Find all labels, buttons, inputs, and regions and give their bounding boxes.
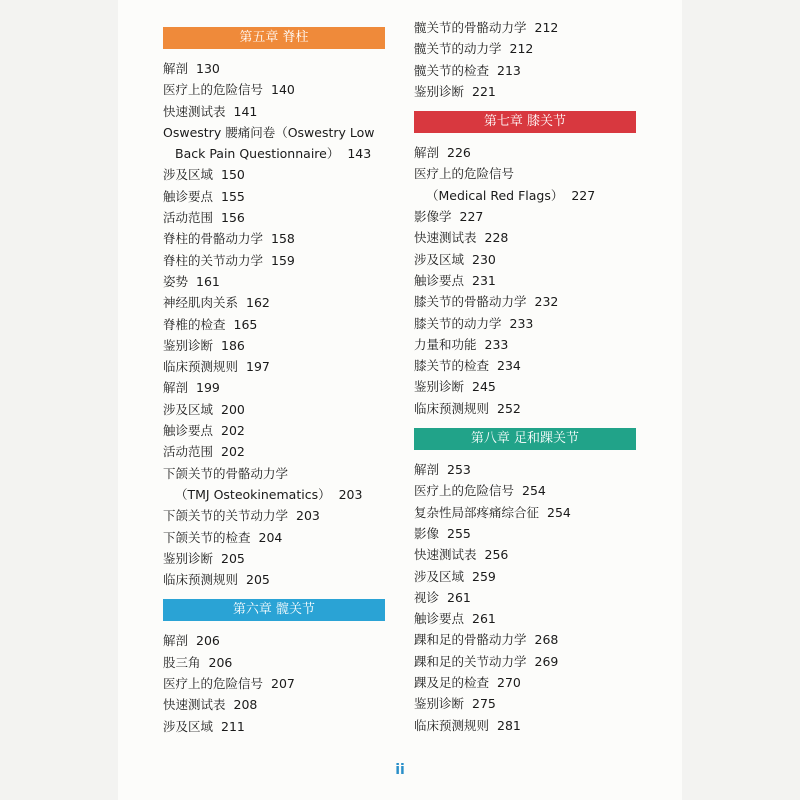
toc-entry-page: 212 — [509, 41, 534, 57]
toc-entry-page: 212 — [534, 20, 559, 35]
toc-entry-page: 281 — [497, 717, 521, 733]
toc-entry[interactable] — [163, 292, 385, 313]
toc-entry-title: 鉴别诊断 — [414, 83, 465, 99]
toc-entry-page: 143 — [347, 146, 372, 162]
toc-entry-page: 200 — [221, 401, 245, 417]
toc-entry-title: 鉴别诊断 — [163, 550, 214, 566]
chapter-7-header[interactable]: 第七章 膝关节 — [414, 111, 636, 133]
toc-entry[interactable] — [414, 60, 636, 81]
chapter-5-header[interactable]: 第五章 脊柱 — [163, 27, 385, 49]
toc-entry[interactable] — [163, 250, 385, 271]
toc-entry-page: 254 — [522, 483, 546, 499]
toc-entry[interactable] — [414, 587, 636, 608]
toc-entry-page: 206 — [208, 654, 233, 670]
toc-entry[interactable] — [414, 291, 636, 312]
toc-entry-page: 208 — [233, 697, 258, 713]
toc-right-column — [414, 17, 636, 736]
toc-entry-title: 触诊要点 — [414, 272, 465, 288]
toc-entry-page: 141 — [233, 103, 258, 119]
toc-entry-title: 膝关节的骨骼动力学 — [414, 294, 527, 310]
toc-entry-title: 触诊要点 — [414, 611, 465, 627]
toc-entry-page: 204 — [258, 529, 283, 545]
toc-entry-title: 踝及足的检查 — [414, 675, 490, 691]
toc-entry-title: 医疗上的危险信号 — [414, 166, 515, 182]
chapter-8-entries — [414, 459, 636, 736]
toc-entry-page: 199 — [196, 380, 220, 396]
toc-entry[interactable] — [414, 459, 636, 480]
toc-entry[interactable] — [163, 463, 385, 484]
toc-entry[interactable] — [414, 17, 636, 38]
toc-entry-page: 261 — [447, 589, 471, 605]
toc-entry-title: 活动范围 — [163, 444, 214, 460]
toc-entry[interactable] — [163, 143, 385, 164]
toc-entry-title: 髋关节的检查 — [414, 62, 490, 78]
toc-entry-title: 下颌关节的检查 — [163, 529, 251, 545]
toc-entry[interactable] — [414, 608, 636, 629]
toc-entry[interactable] — [163, 484, 385, 505]
toc-entry-page: 158 — [271, 231, 295, 247]
toc-entry[interactable] — [414, 672, 636, 693]
toc-entry-title: 解剖 — [414, 145, 440, 161]
toc-entry[interactable] — [163, 420, 385, 441]
toc-entry[interactable] — [414, 355, 636, 376]
toc-entry-title: 鉴别诊断 — [414, 696, 465, 712]
toc-entry-title: 临床预测规则 — [414, 717, 490, 733]
toc-entry-page: 206 — [196, 633, 220, 649]
toc-entry-title: 解剖 — [414, 462, 440, 478]
toc-entry-title: 鉴别诊断 — [163, 337, 214, 353]
toc-entry[interactable] — [414, 376, 636, 397]
chapter-5-entries — [163, 58, 385, 590]
toc-entry-page: 228 — [484, 230, 509, 246]
toc-entry[interactable] — [414, 523, 636, 544]
toc-entry[interactable] — [414, 249, 636, 270]
toc-entry[interactable] — [163, 527, 385, 548]
toc-entry[interactable] — [163, 399, 385, 420]
toc-entry[interactable] — [163, 441, 385, 462]
toc-entry-title: 快速测试表 — [163, 103, 226, 119]
toc-entry[interactable] — [163, 548, 385, 569]
toc-entry-title: 神经肌肉关系 — [163, 295, 239, 311]
toc-entry[interactable] — [414, 480, 636, 501]
toc-entry-title: 膝关节的动力学 — [414, 315, 502, 331]
toc-entry-page: 130 — [196, 61, 220, 76]
chapter-7-entries — [414, 142, 636, 419]
toc-entry[interactable] — [414, 206, 636, 227]
chapter-6-entries-continued — [414, 17, 636, 102]
toc-entry-title: （TMJ Osteokinematics） — [175, 486, 331, 502]
toc-entry-page: 156 — [221, 210, 245, 226]
toc-entry-title: 涉及区域 — [163, 718, 214, 734]
toc-entry-page: 261 — [472, 611, 496, 627]
toc-entry-title: 临床预测规则 — [163, 572, 239, 588]
toc-entry-title: 视诊 — [414, 589, 440, 605]
toc-entry-page: 221 — [472, 83, 496, 99]
toc-entry-title: 下颌关节的关节动力学 — [163, 508, 289, 524]
toc-entry[interactable] — [163, 335, 385, 356]
toc-entry-title: 脊椎的检查 — [163, 316, 226, 332]
toc-entry[interactable] — [163, 271, 385, 292]
toc-entry-title: 脊柱的骨骼动力学 — [163, 231, 264, 247]
toc-entry-page: 231 — [472, 272, 496, 288]
toc-entry-page: 161 — [196, 273, 220, 289]
toc-entry-page: 165 — [233, 316, 258, 332]
toc-entry[interactable] — [163, 122, 385, 143]
toc-entry[interactable] — [163, 377, 385, 398]
chapter-8-header[interactable]: 第八章 足和踝关节 — [414, 428, 636, 450]
toc-entry-title: 涉及区域 — [163, 167, 214, 183]
toc-entry-title: 下颌关节的骨骼动力学 — [163, 465, 289, 481]
toc-entry-page: 245 — [472, 379, 496, 395]
toc-entry[interactable] — [414, 566, 636, 587]
toc-entry-page: 230 — [472, 251, 496, 267]
toc-entry[interactable] — [163, 79, 385, 100]
toc-entry-title: 活动范围 — [163, 210, 214, 226]
toc-entry[interactable] — [163, 228, 385, 249]
toc-entry[interactable] — [163, 186, 385, 207]
toc-entry-title: 姿势 — [163, 273, 189, 289]
toc-entry[interactable] — [414, 502, 636, 523]
toc-entry-page: 205 — [246, 572, 270, 588]
toc-entry-title: 股三角 — [163, 654, 201, 670]
toc-entry-page: 155 — [221, 188, 245, 204]
toc-entry-page: 162 — [246, 295, 270, 311]
toc-entry-page: 232 — [534, 294, 559, 310]
toc-entry-title: 解剖 — [163, 61, 189, 76]
toc-entry-title: 解剖 — [163, 633, 189, 649]
toc-entry-title: 快速测试表 — [414, 230, 477, 246]
toc-entry[interactable] — [414, 693, 636, 714]
toc-entry-page: 256 — [484, 547, 509, 563]
toc-entry-title: 医疗上的危险信号 — [163, 676, 264, 692]
toc-entry[interactable] — [163, 569, 385, 590]
toc-entry[interactable] — [163, 652, 385, 673]
toc-entry-title: 膝关节的检查 — [414, 358, 490, 374]
toc-entry-page: 197 — [246, 359, 270, 375]
toc-entry-title: 鉴别诊断 — [414, 379, 465, 395]
toc-entry-title: Oswestry 腰痛问卷（Oswestry Low — [163, 124, 375, 140]
toc-entry[interactable] — [163, 673, 385, 694]
toc-entry-page: 202 — [221, 444, 245, 460]
toc-entry-title: 临床预测规则 — [414, 400, 490, 416]
toc-entry-page: 226 — [447, 145, 471, 161]
toc-entry-title: 力量和功能 — [414, 336, 477, 352]
toc-entry[interactable] — [414, 142, 636, 163]
chapter-6-header[interactable]: 第六章 髋关节 — [163, 599, 385, 621]
toc-entry[interactable] — [414, 313, 636, 334]
toc-entry-title: 髋关节的动力学 — [414, 41, 502, 57]
toc-entry-title: 涉及区域 — [163, 401, 214, 417]
toc-entry-title: 解剖 — [163, 380, 189, 396]
toc-entry[interactable] — [414, 651, 636, 672]
toc-entry-page: 227 — [459, 209, 484, 225]
toc-entry[interactable] — [414, 334, 636, 355]
toc-entry-page: 259 — [472, 568, 496, 584]
toc-entry-title: 医疗上的危险信号 — [414, 483, 515, 499]
toc-entry-page: 254 — [547, 504, 571, 520]
toc-entry[interactable] — [163, 58, 385, 79]
toc-entry-page: 213 — [497, 62, 521, 78]
toc-entry[interactable] — [414, 227, 636, 248]
toc-entry-page: 207 — [271, 676, 295, 692]
toc-entry-title: 踝和足的骨骼动力学 — [414, 632, 527, 648]
toc-entry[interactable] — [163, 101, 385, 122]
toc-entry-page: 202 — [221, 423, 245, 439]
toc-entry-page: 252 — [497, 400, 521, 416]
toc-entry[interactable] — [414, 398, 636, 419]
toc-entry-page: 186 — [221, 337, 245, 353]
toc-entry-page: 140 — [271, 82, 295, 98]
toc-entry-page: 253 — [447, 462, 471, 478]
toc-entry-title: 脊柱的关节动力学 — [163, 252, 264, 268]
toc-entry[interactable] — [414, 544, 636, 565]
toc-entry-title: （Medical Red Flags） — [426, 187, 564, 203]
toc-entry-page: 233 — [509, 315, 534, 331]
toc-entry-title: 触诊要点 — [163, 423, 214, 439]
toc-entry[interactable] — [414, 185, 636, 206]
toc-entry[interactable] — [163, 716, 385, 737]
toc-entry-page: 159 — [271, 252, 295, 268]
toc-entry[interactable] — [163, 694, 385, 715]
page-number: ii — [395, 762, 405, 778]
toc-entry[interactable] — [163, 164, 385, 185]
toc-entry-page: 270 — [497, 675, 521, 691]
toc-entry[interactable] — [414, 629, 636, 650]
toc-entry-title: 快速测试表 — [414, 547, 477, 563]
toc-entry-page: 255 — [447, 525, 471, 541]
toc-entry-page: 203 — [296, 508, 320, 524]
toc-entry[interactable] — [163, 356, 385, 377]
toc-entry-title: 涉及区域 — [414, 568, 465, 584]
toc-entry-title: 触诊要点 — [163, 188, 214, 204]
toc-entry-page: 233 — [484, 336, 509, 352]
toc-entry[interactable] — [414, 81, 636, 102]
toc-entry-title: Back Pain Questionnaire） — [175, 146, 340, 162]
toc-entry-title: 涉及区域 — [414, 251, 465, 267]
toc-entry-page: 203 — [338, 486, 363, 502]
toc-entry[interactable] — [414, 715, 636, 736]
toc-entry-page: 211 — [221, 718, 245, 734]
toc-entry[interactable] — [163, 207, 385, 228]
toc-entry-title: 踝和足的关节动力学 — [414, 653, 527, 669]
toc-entry[interactable] — [163, 505, 385, 526]
toc-entry-title: 影像学 — [414, 209, 452, 225]
toc-entry-page: 275 — [472, 696, 496, 712]
toc-entry-title: 髋关节的骨骼动力学 — [414, 20, 527, 35]
toc-entry-page: 150 — [221, 167, 245, 183]
toc-entry-page: 234 — [497, 358, 521, 374]
chapter-6-entries — [163, 630, 385, 736]
toc-entry-title: 影像 — [414, 525, 440, 541]
toc-entry-page: 269 — [534, 653, 559, 669]
toc-entry[interactable] — [414, 163, 636, 184]
toc-entry-page: 268 — [534, 632, 559, 648]
toc-entry-title: 快速测试表 — [163, 697, 226, 713]
toc-entry-page: 227 — [571, 187, 596, 203]
toc-entry[interactable] — [414, 38, 636, 59]
toc-entry-page: 205 — [221, 550, 245, 566]
toc-entry[interactable] — [163, 630, 385, 651]
toc-entry-title: 复杂性局部疼痛综合征 — [414, 504, 540, 520]
toc-entry[interactable] — [163, 314, 385, 335]
toc-entry-title: 临床预测规则 — [163, 359, 239, 375]
toc-entry[interactable] — [414, 270, 636, 291]
toc-entry-title: 医疗上的危险信号 — [163, 82, 264, 98]
toc-left-column — [163, 27, 385, 737]
